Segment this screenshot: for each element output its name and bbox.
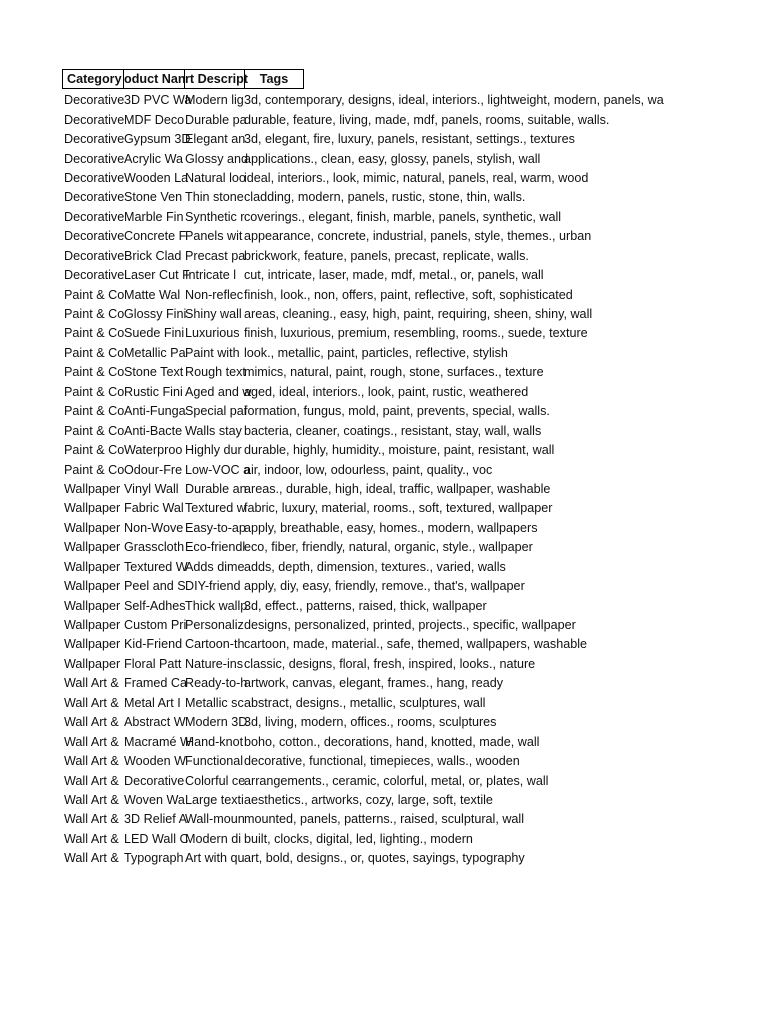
table-row: [62, 247, 668, 266]
cell-short-description[interactable]: Adds dime: [185, 559, 245, 574]
cell-tags[interactable]: finish, look., non, offers, paint, reflective, soft, sophisticated: [244, 287, 573, 302]
cell-category[interactable]: Decorative: [64, 268, 125, 283]
cell-short-description[interactable]: Large texti: [185, 792, 244, 807]
cell-tags[interactable]: bacteria, cleaner, coatings., resistant, stay, wall, walls: [244, 423, 542, 438]
cell-category[interactable]: Wallpaper: [64, 540, 121, 555]
cell-short-description[interactable]: Personaliz: [185, 618, 244, 633]
cell-short-description[interactable]: Art with qu: [185, 851, 245, 866]
table-row: [62, 285, 668, 304]
cell-product-name[interactable]: Decorative: [124, 773, 185, 788]
cell-category[interactable]: Paint & Co: [64, 365, 125, 380]
cell-tags[interactable]: formation, fungus, mold, paint, prevents, special, walls.: [244, 404, 550, 419]
cell-product-name[interactable]: Peel and S: [124, 579, 186, 594]
cell-short-description[interactable]: Hand-knot: [185, 734, 244, 749]
cell-tags[interactable]: eco, fiber, friendly, natural, organic, style., wallpaper: [244, 540, 533, 555]
cell-short-description[interactable]: Thick wallp: [185, 598, 248, 613]
cell-product-name[interactable]: Self-Adhes: [124, 598, 186, 613]
table-row: [62, 421, 668, 440]
table-row: [62, 110, 668, 129]
cell-category[interactable]: Decorative: [64, 151, 125, 166]
cell-tags[interactable]: durable, highly, humidity., moisture, paint, resistant, wall: [244, 443, 555, 458]
cell-product-name[interactable]: Waterproo: [124, 443, 183, 458]
cell-tags[interactable]: cartoon, made, material., safe, themed, wallpapers, washable: [244, 637, 588, 652]
cell-tags[interactable]: built, clocks, digital, led, lighting., modern: [244, 831, 473, 846]
cell-tags[interactable]: 3d, elegant, fire, luxury, panels, resistant, settings., textures: [244, 132, 575, 147]
cell-category[interactable]: Wallpaper: [64, 520, 121, 535]
table-row: [62, 363, 668, 382]
cell-product-name[interactable]: Metal Art I: [124, 695, 181, 710]
cell-tags[interactable]: adds, depth, dimension, textures., varied, walls: [244, 559, 506, 574]
cell-tags[interactable]: abstract, designs., metallic, sculptures, wall: [244, 695, 486, 710]
cell-short-description[interactable]: Cartoon-th: [185, 637, 245, 652]
cell-short-description[interactable]: Durable an: [185, 481, 247, 496]
cell-tags[interactable]: designs, personalized, printed, projects., specific, wallpaper: [244, 618, 576, 633]
cell-short-description[interactable]: Durable pa: [185, 112, 247, 127]
cell-category[interactable]: Wallpaper: [64, 656, 121, 671]
cell-product-name[interactable]: Rustic Fini: [124, 384, 183, 399]
cell-tags[interactable]: classic, designs, floral, fresh, inspired, looks., nature: [244, 656, 536, 671]
cell-category[interactable]: Wallpaper: [64, 579, 121, 594]
cell-short-description[interactable]: Special pai: [185, 404, 247, 419]
cell-category[interactable]: Decorative: [64, 190, 125, 205]
header-category[interactable]: Category: [62, 69, 124, 89]
cell-short-description[interactable]: Luxurious: [185, 326, 240, 341]
cell-short-description[interactable]: Modern lig: [185, 93, 244, 108]
cell-product-name[interactable]: Laser Cut F: [124, 268, 190, 283]
cell-short-description[interactable]: Highly dur: [185, 443, 242, 458]
cell-tags[interactable]: appearance, concrete, industrial, panels, style, themes., urban: [244, 229, 592, 244]
cell-product-name[interactable]: Anti-Funga: [124, 404, 186, 419]
cell-product-name[interactable]: Matte Wal: [124, 287, 181, 302]
header-tags[interactable]: Tags: [244, 69, 304, 89]
cell-category[interactable]: Wall Art &: [64, 851, 119, 866]
cell-category[interactable]: Wallpaper: [64, 501, 121, 516]
cell-category[interactable]: Decorative: [64, 132, 125, 147]
table-row: [62, 694, 668, 713]
cell-product-name[interactable]: Vinyl Wall: [124, 481, 179, 496]
cell-product-name[interactable]: Glossy Fini: [124, 307, 187, 322]
cell-tags[interactable]: applications., clean, easy, glossy, panels, stylish, wall: [244, 151, 541, 166]
table-row: [62, 208, 668, 227]
cell-tags[interactable]: coverings., elegant, finish, marble, panels, synthetic, wall: [244, 209, 562, 224]
cell-tags[interactable]: boho, cotton., decorations, hand, knotted, made, wall: [244, 734, 540, 749]
cell-category[interactable]: Wall Art &: [64, 715, 119, 730]
header-short-description[interactable]: rt Descript: [184, 69, 245, 89]
cell-tags[interactable]: cladding, modern, panels, rustic, stone, thin, walls.: [244, 190, 526, 205]
cell-tags[interactable]: mounted, panels, patterns., raised, sculptural, wall: [244, 812, 525, 827]
cell-short-description[interactable]: Synthetic r: [185, 209, 245, 224]
cell-tags[interactable]: areas, cleaning., easy, high, paint, requiring, sheen, shiny, wall: [244, 307, 593, 322]
cell-product-name[interactable]: Grasscloth: [124, 540, 185, 555]
cell-short-description[interactable]: Metallic sc: [185, 695, 244, 710]
table-row: [62, 188, 668, 207]
cell-tags[interactable]: cut, intricate, laser, made, mdf, metal., or, panels, wall: [244, 268, 544, 283]
cell-category[interactable]: Paint & Co: [64, 404, 125, 419]
cell-product-name[interactable]: Anti-Bacte: [124, 423, 183, 438]
cell-tags[interactable]: artwork, canvas, elegant, frames., hang, ready: [244, 676, 504, 691]
cell-category[interactable]: Decorative: [64, 112, 125, 127]
cell-product-name[interactable]: Custom Pri: [124, 618, 187, 633]
cell-category[interactable]: Wall Art &: [64, 695, 119, 710]
cell-short-description[interactable]: Precast pa: [185, 248, 246, 263]
cell-short-description[interactable]: DIY-friend: [185, 579, 241, 594]
table-row: [62, 305, 668, 324]
cell-tags[interactable]: 3d, effect., patterns, raised, thick, wallpaper: [244, 598, 487, 613]
table-body: [62, 91, 668, 869]
table-row: [62, 324, 668, 343]
table-row: [62, 616, 668, 635]
cell-short-description[interactable]: Ready-to-h: [185, 676, 248, 691]
cell-tags[interactable]: apply, diy, easy, friendly, remove., that's, wallpaper: [244, 579, 525, 594]
cell-product-name[interactable]: Macramé W: [124, 734, 192, 749]
cell-tags[interactable]: aged, ideal, interiors., look, paint, rustic, weathered: [244, 384, 529, 399]
cell-short-description[interactable]: Intricate l: [185, 268, 237, 283]
cell-short-description[interactable]: Textured w: [185, 501, 246, 516]
table-row: [62, 732, 668, 751]
cell-category[interactable]: Wall Art &: [64, 831, 119, 846]
cell-short-description[interactable]: Nature-ins: [185, 656, 244, 671]
cell-short-description[interactable]: Aged and w: [185, 384, 252, 399]
cell-category[interactable]: Paint & Co: [64, 423, 125, 438]
table-row: [62, 713, 668, 732]
cell-short-description[interactable]: Glossy and: [185, 151, 248, 166]
cell-product-name[interactable]: Non-Wove: [124, 520, 184, 535]
table-row: [62, 91, 668, 110]
cell-product-name[interactable]: Stone Ven: [124, 190, 183, 205]
cell-category[interactable]: Wall Art &: [64, 676, 119, 691]
cell-short-description[interactable]: Non-reflec: [185, 287, 244, 302]
cell-product-name[interactable]: Textured W: [124, 559, 188, 574]
cell-tags[interactable]: fabric, luxury, material, rooms., soft, textured, wallpaper: [244, 501, 553, 516]
cell-tags[interactable]: areas., durable, high, ideal, traffic, wallpaper, washable: [244, 481, 551, 496]
cell-short-description[interactable]: Panels wit: [185, 229, 243, 244]
table-row: [62, 849, 668, 868]
cell-category[interactable]: Wallpaper: [64, 618, 121, 633]
cell-product-name[interactable]: Framed Ca: [124, 676, 187, 691]
cell-product-name[interactable]: Fabric Wal: [124, 501, 184, 516]
cell-category[interactable]: Paint & Co: [64, 326, 125, 341]
cell-product-name[interactable]: Abstract W: [124, 715, 186, 730]
table-row: [62, 538, 668, 557]
cell-category[interactable]: Paint & Co: [64, 443, 125, 458]
cell-product-name[interactable]: Odour-Fre: [124, 462, 183, 477]
cell-short-description[interactable]: Low-VOC a: [185, 462, 251, 477]
cell-category[interactable]: Wall Art &: [64, 792, 119, 807]
cell-product-name[interactable]: Metallic Pa: [124, 345, 186, 360]
table-row: [62, 830, 668, 849]
cell-tags[interactable]: decorative, functional, timepieces, walls., wooden: [244, 754, 520, 769]
table-row: [62, 577, 668, 596]
table-row: [62, 344, 668, 363]
table-row: [62, 519, 668, 538]
table-row: [62, 480, 668, 499]
cell-product-name[interactable]: Concrete F: [124, 229, 187, 244]
cell-product-name[interactable]: Kid-Friend: [124, 637, 183, 652]
cell-short-description[interactable]: Modern di: [185, 831, 242, 846]
cell-short-description[interactable]: Walls stay: [185, 423, 242, 438]
header-product-name[interactable]: oduct Nan: [123, 69, 185, 89]
cell-short-description[interactable]: Shiny wall: [185, 307, 242, 322]
table-row: [62, 791, 668, 810]
cell-category[interactable]: Wall Art &: [64, 812, 119, 827]
cell-category[interactable]: Paint & Co: [64, 384, 125, 399]
cell-tags[interactable]: mimics, natural, paint, rough, stone, surfaces., texture: [244, 365, 544, 380]
table-row: [62, 499, 668, 518]
table-row: [62, 674, 668, 693]
cell-tags[interactable]: 3d, contemporary, designs, ideal, interiors., lightweight, modern, panels, wa: [244, 93, 664, 108]
cell-short-description[interactable]: Eco-friendl: [185, 540, 246, 555]
table-row: [62, 169, 668, 188]
table-row: [62, 655, 668, 674]
cell-category[interactable]: Paint & Co: [64, 287, 125, 302]
cell-tags[interactable]: aesthetics., artworks, cozy, large, soft, textile: [244, 792, 493, 807]
cell-short-description[interactable]: Modern 3D: [185, 715, 248, 730]
cell-product-name[interactable]: Suede Fini: [124, 326, 185, 341]
cell-short-description[interactable]: Easy-to-ap: [185, 520, 246, 535]
cell-short-description[interactable]: Functional: [185, 754, 244, 769]
cell-product-name[interactable]: Wooden W: [124, 754, 187, 769]
cell-product-name[interactable]: Wooden La: [124, 170, 189, 185]
cell-short-description[interactable]: Wall-moun: [185, 812, 245, 827]
table-row: [62, 130, 668, 149]
cell-tags[interactable]: look., metallic, paint, particles, reflective, stylish: [244, 345, 508, 360]
cell-tags[interactable]: 3d, living, modern, offices., rooms, sculptures: [244, 715, 497, 730]
cell-product-name[interactable]: Typograph: [124, 851, 184, 866]
table-row: [62, 441, 668, 460]
table-row: [62, 635, 668, 654]
header-row: [62, 69, 668, 89]
cell-product-name[interactable]: 3D PVC Wa: [124, 93, 192, 108]
cell-short-description[interactable]: Elegant an: [185, 132, 246, 147]
cell-category[interactable]: Decorative: [64, 229, 125, 244]
cell-product-name[interactable]: 3D Relief A: [124, 812, 187, 827]
table-row: [62, 752, 668, 771]
table-row: [62, 266, 668, 285]
cell-category[interactable]: Wall Art &: [64, 773, 119, 788]
cell-short-description[interactable]: Natural loo: [185, 170, 246, 185]
cell-tags[interactable]: finish, luxurious, premium, resembling, rooms., suede, texture: [244, 326, 588, 341]
cell-category[interactable]: Wallpaper: [64, 559, 121, 574]
cell-short-description[interactable]: Rough text: [185, 365, 246, 380]
table-row: [62, 771, 668, 790]
cell-category[interactable]: Wall Art &: [64, 754, 119, 769]
cell-tags[interactable]: ideal, interiors., look, mimic, natural, panels, real, warm, wood: [244, 170, 589, 185]
table-row: [62, 383, 668, 402]
table-row: [62, 227, 668, 246]
cell-tags[interactable]: arrangements., ceramic, colorful, metal, or, plates, wall: [244, 773, 549, 788]
cell-tags[interactable]: brickwork, feature, panels, precast, replicate, walls.: [244, 248, 529, 263]
cell-product-name[interactable]: LED Wall C: [124, 831, 189, 846]
cell-product-name[interactable]: MDF Deco: [124, 112, 185, 127]
table-row: [62, 558, 668, 577]
cell-category[interactable]: Paint & Co: [64, 307, 125, 322]
cell-short-description[interactable]: Thin stone: [185, 190, 244, 205]
cell-category[interactable]: Paint & Co: [64, 462, 125, 477]
cell-short-description[interactable]: Paint with: [185, 345, 240, 360]
table-row: [62, 810, 668, 829]
cell-tags[interactable]: apply, breathable, easy, homes., modern, wallpapers: [244, 520, 538, 535]
cell-product-name[interactable]: Stone Text: [124, 365, 184, 380]
cell-product-name[interactable]: Floral Patt: [124, 656, 182, 671]
cell-category[interactable]: Decorative: [64, 170, 125, 185]
table-row: [62, 402, 668, 421]
spreadsheet: [62, 69, 668, 869]
cell-tags[interactable]: durable, feature, living, made, mdf, panels, rooms, suitable, walls.: [244, 112, 610, 127]
cell-category[interactable]: Decorative: [64, 93, 125, 108]
cell-category[interactable]: Paint & Co: [64, 345, 125, 360]
cell-tags[interactable]: art, bold, designs., or, quotes, sayings, typography: [244, 851, 525, 866]
table-row: [62, 596, 668, 615]
cell-product-name[interactable]: Gypsum 3D: [124, 132, 191, 147]
cell-category[interactable]: Decorative: [64, 209, 125, 224]
cell-category[interactable]: Wall Art &: [64, 734, 119, 749]
cell-category[interactable]: Decorative: [64, 248, 125, 263]
cell-product-name[interactable]: Brick Clad: [124, 248, 182, 263]
cell-product-name[interactable]: Acrylic Wa: [124, 151, 184, 166]
table-row: [62, 460, 668, 479]
cell-tags[interactable]: air, indoor, low, odourless, paint, quality., voc: [244, 462, 493, 477]
cell-category[interactable]: Wallpaper: [64, 481, 121, 496]
table-row: [62, 149, 668, 168]
cell-category[interactable]: Wallpaper: [64, 598, 121, 613]
cell-category[interactable]: Wallpaper: [64, 637, 121, 652]
cell-product-name[interactable]: Marble Fin: [124, 209, 184, 224]
cell-product-name[interactable]: Woven Wa: [124, 792, 185, 807]
cell-short-description[interactable]: Colorful ce: [185, 773, 246, 788]
